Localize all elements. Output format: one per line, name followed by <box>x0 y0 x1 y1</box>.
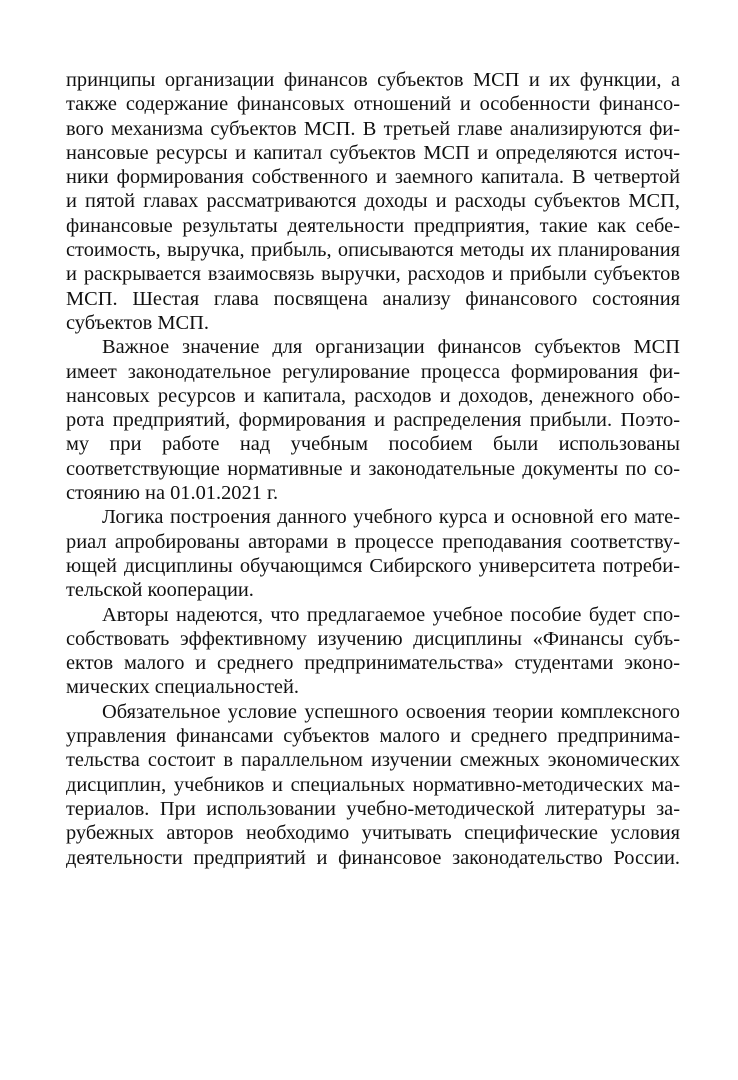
text-line: рубежных авторов необходимо учитывать специфические условия <box>66 822 680 845</box>
text-line: риал апробированы авторами в процессе преподавания соответству- <box>66 530 680 553</box>
paragraph <box>66 335 680 505</box>
text-line: ники формирования собственного и заемного капитала. В четвертой <box>66 166 680 189</box>
text-line: Логика построения данного учебного курса и основной его мате- <box>102 506 680 529</box>
text-line: стоянию на 01.01.2021 г. <box>66 482 279 505</box>
text-line: Важное значение для организации финансов субъектов МСП <box>102 336 680 359</box>
paragraph <box>66 700 680 870</box>
text-line: тельства состоит в параллельном изучении смежных экономических <box>66 749 680 772</box>
text-line: также содержание финансовых отношений и особенности финансо- <box>66 93 680 116</box>
text-line: териалов. При использовании учебно-методической литературы за- <box>66 797 680 820</box>
text-line: Авторы надеются, что предлагаемое учебное пособие будет спо- <box>102 603 680 626</box>
text-line: МСП. Шестая глава посвящена анализу финансового состояния <box>66 287 680 310</box>
text-line: соответствующие нормативные и законодательные документы по со- <box>66 457 680 480</box>
text-line: принципы организации финансов субъектов МСП и их функции, а <box>66 69 680 91</box>
text-line: вого механизма субъектов МСП. В третьей главе анализируются фи- <box>66 117 680 140</box>
text-line: финансовые результаты деятельности предприятия, такие как себе- <box>66 214 680 237</box>
text-line: и пятой главах рассматриваются доходы и расходы субъектов МСП, <box>66 190 680 213</box>
text-line: субъектов МСП. <box>66 311 209 334</box>
paragraph <box>66 68 680 335</box>
text-line: имеет законодательное регулирование процесса формирования фи- <box>66 360 680 383</box>
text-line: стоимость, выручка, прибыль, описываются методы их планирования <box>66 239 680 262</box>
text-line: мических специальностей. <box>66 676 299 699</box>
text-line: собствовать эффективному изучению дисциплины «Финансы субъ- <box>66 627 680 650</box>
body-text <box>66 68 680 870</box>
text-line: дисциплин, учебников и специальных нормативно-методических ма- <box>66 773 680 796</box>
text-line: деятельности предприятий и финансовое законодательство России. <box>66 846 680 869</box>
text-line: рота предприятий, формирования и распределения прибыли. Поэто- <box>66 409 680 432</box>
text-line: му при работе над учебным пособием были использованы <box>66 433 680 456</box>
text-line: и раскрывается взаимосвязь выручки, расходов и прибыли субъектов <box>66 263 680 286</box>
text-line: ектов малого и среднего предпринимательства» студентами эконо- <box>66 652 680 675</box>
text-line: нансовые ресурсы и капитал субъектов МСП и определяются источ- <box>66 141 680 164</box>
paragraph <box>66 505 680 602</box>
text-line: тельской кооперации. <box>66 579 254 602</box>
text-line: управления финансами субъектов малого и среднего предпринима- <box>66 725 680 748</box>
text-line: Обязательное условие успешного освоения теории комплексного <box>102 700 680 723</box>
text-line: нансовых ресурсов и капитала, расходов и доходов, денежного обо- <box>66 384 680 407</box>
paragraph <box>66 603 680 700</box>
text-line: ющей дисциплины обучающимся Сибирского университета потреби- <box>66 554 680 577</box>
